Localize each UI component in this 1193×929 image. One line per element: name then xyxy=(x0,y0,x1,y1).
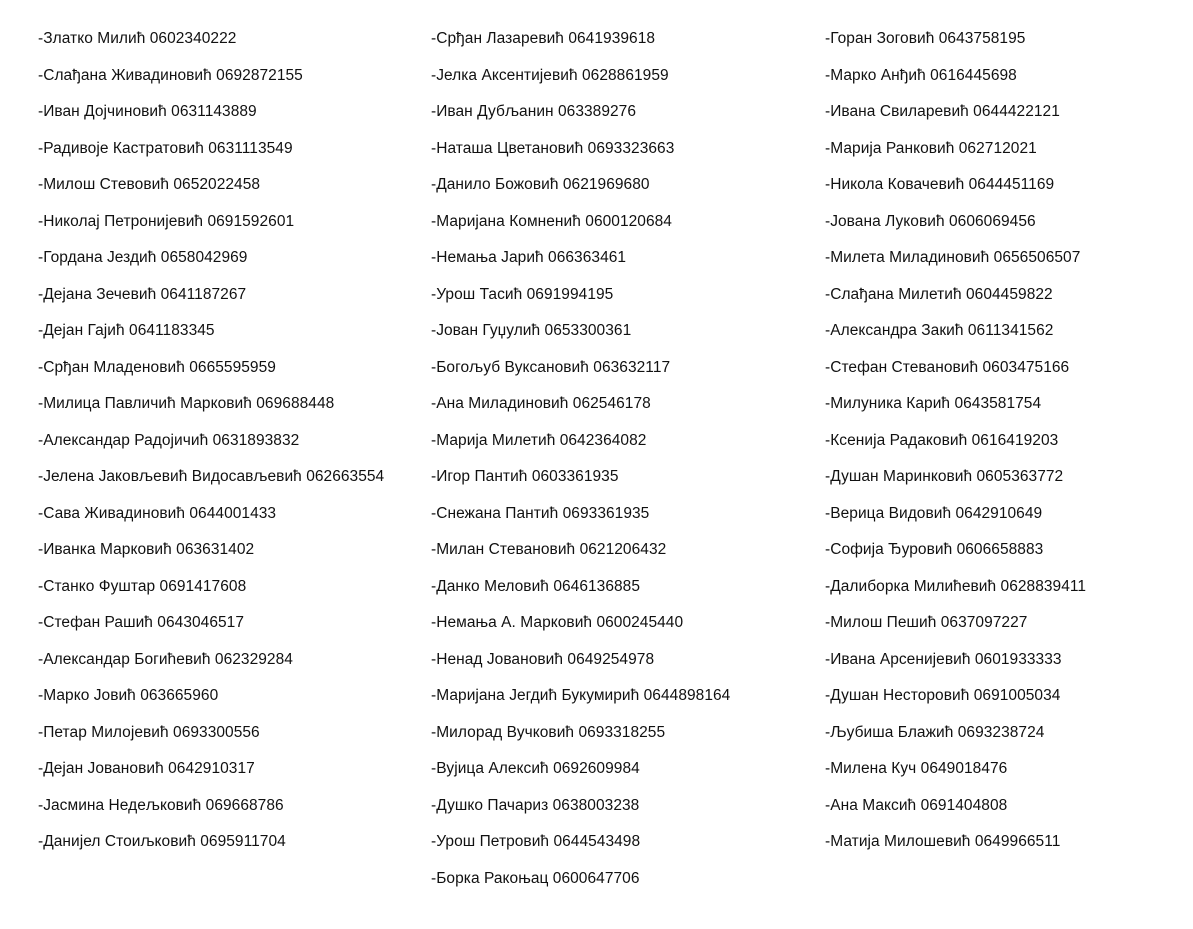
contact-entry: -Марија Ранковић 062712021 xyxy=(825,139,1037,157)
contact-entry: -Ивана Арсенијевић 0601933333 xyxy=(825,650,1062,668)
contact-entry: -Петар Милојевић 0693300556 xyxy=(38,723,260,741)
contact-entry: -Срђан Младеновић 0665595959 xyxy=(38,358,276,376)
contact-entry: -Јелена Јаковљевић Видосављевић 062663554 xyxy=(38,468,385,485)
contact-entry: -Милета Миладиновић 0656506507 xyxy=(825,249,1081,266)
contact-entry: -Срђан Лазаревић 0641939618 xyxy=(431,30,656,47)
contact-entry: -Јасмина Недељковић 069668786 xyxy=(38,796,284,814)
contact-column-3 xyxy=(825,29,1185,869)
contact-entry: -Иван Дубљанин 063389276 xyxy=(431,103,637,120)
contact-entry: -Милош Пешић 0637097227 xyxy=(825,614,1028,631)
contact-entry: -Марко Анђић 0616445698 xyxy=(825,66,1017,84)
contact-entry: -Наташа Цветановић 0693323663 xyxy=(431,139,675,157)
contact-entry: -Јелка Аксентијевић 0628861959 xyxy=(431,66,669,84)
contact-entry: -Урош Петровић 0644543498 xyxy=(431,833,641,850)
contact-entry: -Вујица Алексић 0692609984 xyxy=(431,760,640,777)
contact-entry: -Александар Богићевић 062329284 xyxy=(38,650,293,668)
contact-entry: -Љубиша Блажић 0693238724 xyxy=(825,723,1045,741)
contact-entry: -Борка Ракоњац 0600647706 xyxy=(431,869,640,887)
contact-entry: -Маријана Јегдић Букумирић 0644898164 xyxy=(431,687,731,704)
contact-entry: -Слађана Милетић 0604459822 xyxy=(825,285,1053,303)
contact-entry: -Горан Зоговић 0643758195 xyxy=(825,30,1026,47)
contact-entry: -Милица Павличић Марковић 069688448 xyxy=(38,395,335,412)
contact-column-2 xyxy=(431,29,801,905)
contact-entry: -Урош Тасић 0691994195 xyxy=(431,285,614,303)
contact-entry: -Александар Радојичић 0631893832 xyxy=(38,431,300,449)
contact-entry: -Немања Јарић 066363461 xyxy=(431,249,627,266)
contact-entry: -Ксенија Радаковић 0616419203 xyxy=(825,431,1059,449)
contact-entry: -Душко Пачариз 0638003238 xyxy=(431,796,640,814)
contact-entry: -Никола Ковачевић 0644451169 xyxy=(825,176,1055,193)
contact-entry: -Душан Маринковић 0605363772 xyxy=(825,468,1064,485)
contact-entry: -Милорад Вучковић 0693318255 xyxy=(431,723,666,741)
contact-entry: -Александра Закић 0611341562 xyxy=(825,322,1054,339)
contact-entry: -Станко Фуштар 0691417608 xyxy=(38,577,247,595)
contact-entry: -Дејан Јовановић 0642910317 xyxy=(38,760,255,777)
contact-entry: -Марко Јовић 063665960 xyxy=(38,687,219,704)
contact-entry: -Стефан Рашић 0643046517 xyxy=(38,614,245,631)
contact-entry: -Данко Меловић 0646136885 xyxy=(431,577,641,595)
contact-entry: -Верица Видовић 0642910649 xyxy=(825,504,1043,522)
contact-entry: -Иван Дојчиновић 0631143889 xyxy=(38,103,257,120)
contact-entry: -Немања А. Марковић 0600245440 xyxy=(431,614,684,631)
contact-entry: -Јован Гуџулић 0653300361 xyxy=(431,322,632,339)
contact-entry: -Ненад Јовановић 0649254978 xyxy=(431,650,655,668)
contact-entry: -Радивоје Кастратовић 0631113549 xyxy=(38,139,293,157)
contact-entry: -Дејана Зечевић 0641187267 xyxy=(38,285,247,303)
contact-entry: -Софија Ђуровић 0606658883 xyxy=(825,541,1044,558)
contact-entry: -Слађана Живадиновић 0692872155 xyxy=(38,66,303,84)
contact-entry: -Матија Милошевић 0649966511 xyxy=(825,833,1061,850)
contact-entry: -Милош Стевовић 0652022458 xyxy=(38,176,261,193)
contact-entry: -Ана Максић 0691404808 xyxy=(825,796,1008,814)
contact-entry: -Иванка Марковић 063631402 xyxy=(38,541,255,558)
contact-entry: -Дејан Гајић 0641183345 xyxy=(38,322,215,339)
contact-column-1 xyxy=(38,29,408,869)
contact-entry: -Данило Божовић 0621969680 xyxy=(431,176,650,193)
contact-entry: -Маријана Комненић 0600120684 xyxy=(431,212,672,230)
contact-entry: -Ивана Свиларевић 0644422121 xyxy=(825,103,1060,120)
contact-entry: -Снежана Пантић 0693361935 xyxy=(431,504,650,522)
contact-entry: -Душан Несторовић 0691005034 xyxy=(825,687,1061,704)
contact-entry: -Ана Миладиновић 062546178 xyxy=(431,395,651,412)
contact-entry: -Богољуб Вуксановић 063632117 xyxy=(431,358,671,376)
contact-entry: -Гордана Јездић 0658042969 xyxy=(38,249,248,266)
contact-entry: -Милуника Карић 0643581754 xyxy=(825,395,1042,412)
contact-entry: -Далиборка Милићевић 0628839411 xyxy=(825,577,1087,595)
contact-entry: -Марија Милетић 0642364082 xyxy=(431,431,647,449)
contact-entry: -Сава Живадиновић 0644001433 xyxy=(38,504,277,522)
contact-entry: -Милена Куч 0649018476 xyxy=(825,760,1008,777)
contact-entry: -Стефан Стевановић 0603475166 xyxy=(825,358,1070,376)
contact-entry: -Игор Пантић 0603361935 xyxy=(431,468,619,485)
contact-entry: -Милан Стевановић 0621206432 xyxy=(431,541,667,558)
contact-entry: -Јована Луковић 0606069456 xyxy=(825,212,1036,230)
contact-entry: -Златко Милић 0602340222 xyxy=(38,30,237,47)
contact-entry: -Данијел Стоиљковић 0695911704 xyxy=(38,833,286,850)
contact-entry: -Николај Петронијевић 0691592601 xyxy=(38,212,295,230)
